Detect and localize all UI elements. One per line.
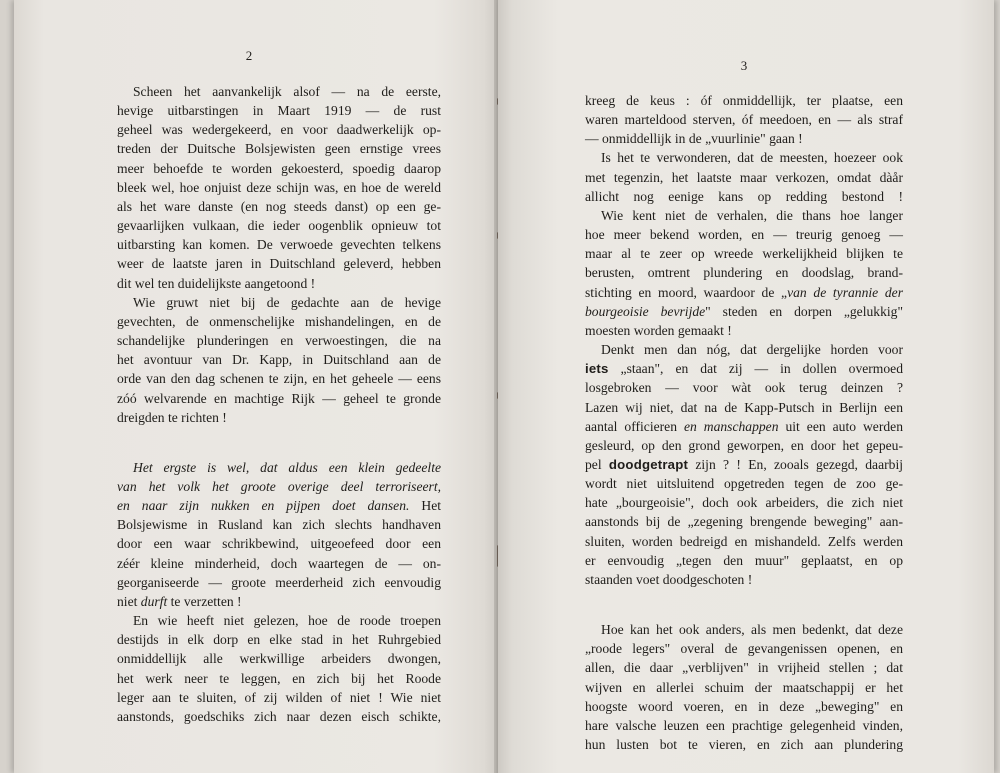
text-line: waren marteldood sterven, óf meedoen, en — als straf: [585, 112, 903, 128]
text-line: door een waar schrikbewind, uitgeoefeed door een: [117, 536, 441, 552]
text-line: kreeg de keus : óf onmiddellijk, ter plaatse, een: [585, 93, 903, 108]
text-line: Het ergste is wel, dat aldus een klein gedeelte: [133, 459, 441, 475]
text-line: Bolsjewisme in Rusland kan zich slechts handhaven: [117, 517, 441, 533]
text-line: gesleurd, op den grond geworpen, en door het gepeu-: [585, 437, 903, 453]
text-line: En wie heeft niet gelezen, hoe de roode troepen: [133, 613, 441, 629]
text-line: pel doodgetrapt zijn ? ! En, zooals gezegd, daarbij: [585, 456, 903, 472]
text-line: stichting en moord, waardoor de „van de tyrannie der: [585, 284, 903, 300]
text-line: weer de laatste jaren in Duitschland geleverd, hebben: [117, 256, 441, 272]
text-line: „roode legers" overal de gevangenissen openen, en: [585, 641, 903, 657]
text-line: het avontuur van Dr. Kapp, in Duitschland aan de: [117, 352, 441, 368]
text-line: Wie gruwt niet bij de gedachte aan de hevige: [133, 294, 441, 310]
text-line: hevige uitbarstingen in Maart 1919 — de rust: [117, 103, 441, 119]
text-line: bleek wel, hoe onjuist deze schijn was, en hoe de wereld: [117, 179, 441, 195]
text-line: destijds in elk dorp en elke stad in het Ruhrgebied: [117, 632, 441, 648]
text-line: staanden voet doodgeschoten !: [585, 571, 753, 587]
text-line: Denkt men dan nóg, dat dergelijke horden voor: [601, 342, 903, 358]
text-line: dit wel ten duidelijkste aangetoond !: [117, 275, 316, 291]
text-line: moesten worden gemaakt !: [585, 322, 732, 338]
text-line: uitbarsting kan komen. De verwoede gevechten telkens: [117, 237, 441, 253]
text-line: aanstonds bij de „zegening brengende beweging" aan-: [585, 514, 903, 530]
text-line: hoogste woord voeren, en in deze „beweging" en: [585, 698, 903, 714]
text-line: van het volk het groote overige deel terroriseert,: [117, 478, 441, 494]
text-line: hate „bourgeoisie", doch ook arbeiders, die zich niet: [585, 495, 903, 511]
text-line: hoe meer bekend worden, en — treurig genoeg —: [585, 227, 903, 243]
page-number-right: 3: [740, 58, 748, 73]
text-line: allicht nog eenige kans op redding bestond !: [585, 188, 903, 204]
text-line: gevechten, de onmenschelijke mishandelingen, en de: [117, 313, 441, 329]
text-line: Scheen het aanvankelijk alsof — na de eerste,: [133, 84, 441, 99]
left-page: [14, 0, 498, 773]
text-line: berusten, omtrent plundering en doodslag, brand-: [585, 265, 903, 281]
page-number-left: 2: [245, 48, 253, 63]
text-line: schandelijke plunderingen en verwoestingen, die na: [117, 333, 441, 349]
paragraph-gap: [117, 427, 441, 458]
text-line: Hoe kan het ook anders, als men bedenkt, dat deze: [601, 622, 903, 638]
text-line: zóó welvarende en machtige Rijk — geheel te gronde: [117, 390, 441, 406]
text-line: leger aan te sluiten, of zij wilden of niet ! Wie niet: [117, 689, 441, 705]
text-line: onmiddellijk alle werkwillige arbeiders dwongen,: [117, 651, 441, 667]
text-line: het werk neer te leggen, en zich bij het Roode: [117, 670, 441, 686]
text-line: treden der Duitsche Bolsjewisten geen ernstige vrees: [117, 141, 441, 157]
text-line: aanstonds, goedschiks zich naar dezen eisch schikte,: [117, 708, 441, 724]
text-line: Is het te verwonderen, dat de meesten, hoezeer ook: [601, 150, 903, 166]
text-line: hare valsche leuzen een prachtige gelegenheid vinden,: [585, 717, 903, 733]
text-line: als het ware danste (en nog steeds danst) op een ge-: [117, 198, 441, 214]
text-line: sluiten, worden bedreigd en mishandeld. Zelfs werden: [585, 533, 903, 549]
text-line: allen, die daar „verblijven" in vrijheid stellen ; dat: [585, 660, 903, 676]
text-line: maar al te zeer op wreede werkelijkheid blijken te: [585, 246, 903, 262]
text-line: gevaarlijken vulkaan, die ieder oogenblik opnieuw tot: [117, 218, 441, 234]
right-page: [498, 0, 994, 773]
text-line: wordt niet uitsluitend opgetreden tegen de zoo ge-: [585, 476, 903, 492]
text-line: meer behoefde te worden gekoesterd, spoedig daarop: [117, 160, 441, 176]
text-line: bourgeoisie bevrijde" steden en dorpen „gelukkig": [585, 303, 903, 319]
text-line: georganiseerde — groote meerderheid zich eenvoudig: [117, 574, 441, 590]
text-line: aantal officieren en manschappen uit een auto werden: [585, 418, 903, 434]
text-line: iets „staan", en dat zij — in dollen overmoed: [585, 361, 903, 377]
text-line: niet durft te verzetten !: [117, 593, 242, 609]
paragraph-gap: [585, 589, 903, 620]
text-line: Wie kent niet de verhalen, die thans hoe langer: [601, 207, 903, 223]
right-page-text: [585, 91, 903, 754]
text-line: Lazen wij niet, dat na de Kapp-Putsch in Berlijn een: [585, 399, 903, 415]
left-page-text: [117, 82, 441, 726]
text-line: orde van den dag schenen te zijn, en het geheele — eens: [117, 371, 441, 387]
text-line: zéér kleine minderheid, doch waartegen de — on-: [117, 555, 441, 571]
text-line: wijven en allerlei schuim der maatschappij er het: [585, 679, 903, 695]
text-line: er eenvoudig „tegen den muur" geplaatst, en op: [585, 552, 903, 568]
text-line: geheel was wedergekeerd, en voor daadwerkelijk op-: [117, 122, 441, 138]
text-line: en naar zijn nukken en pijpen doet dansen. Het: [117, 498, 441, 514]
text-line: met tegenzin, het laatste maar verkozen, omdat dàår: [585, 169, 903, 185]
text-line: hun lusten bot te vieren, en zich aan plundering: [585, 737, 903, 752]
text-line: losgebroken — voor wàt ook terug deinzen ?: [585, 380, 903, 396]
text-line: — onmiddellijk in de „vuurlinie" gaan !: [585, 131, 803, 147]
text-line: dreigden te richten !: [117, 409, 227, 425]
